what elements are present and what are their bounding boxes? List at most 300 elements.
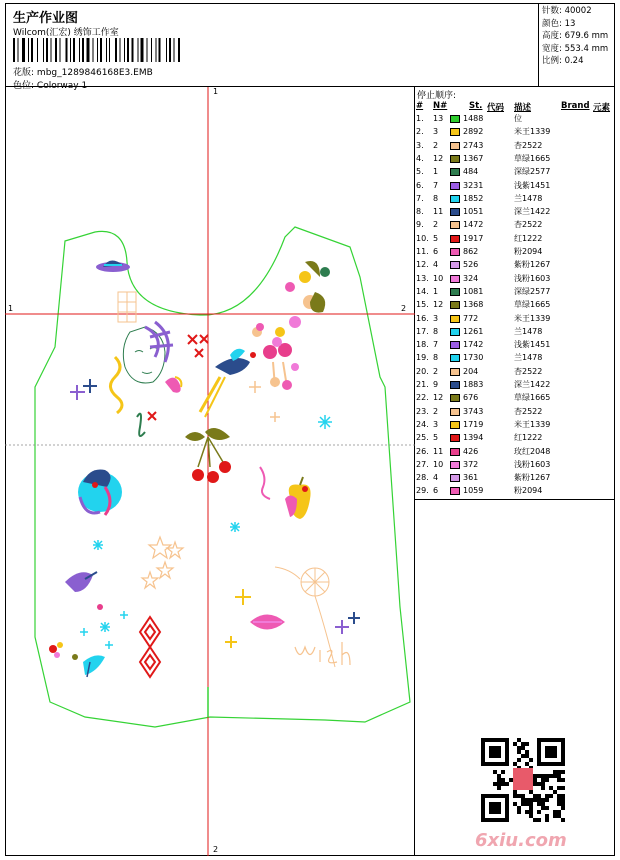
stop-index: 7. <box>416 193 424 203</box>
qr-finder <box>489 746 501 758</box>
stop-description: 米王1339 <box>514 419 551 429</box>
stop-needle: 8 <box>433 193 439 203</box>
color-swatch <box>450 275 460 283</box>
barcode-bar <box>73 38 75 62</box>
design-width: 宽度: 553.4 mm <box>542 43 609 54</box>
qr-module <box>513 802 517 806</box>
qr-module <box>517 750 521 754</box>
color-swatch <box>450 128 460 136</box>
stop-row <box>415 259 615 271</box>
stop-needle: 4 <box>433 260 439 270</box>
qr-module <box>533 794 537 798</box>
stop-stitches: 1059 <box>463 486 484 496</box>
qr-module <box>553 774 557 778</box>
qr-module <box>513 794 517 798</box>
colorway-label: 色位: <box>13 81 35 91</box>
barcode-bar <box>159 38 161 62</box>
stop-row <box>415 299 615 311</box>
color-swatch <box>450 421 460 429</box>
qr-module <box>557 802 561 806</box>
color-swatch <box>450 155 460 163</box>
col-brand: Brand <box>561 101 590 111</box>
barcode-bar <box>46 38 48 62</box>
qr-module <box>525 750 529 754</box>
stop-stitches: 2743 <box>463 140 484 150</box>
stop-stitches: 484 <box>463 167 479 177</box>
color-swatch <box>450 208 460 216</box>
qr-module <box>517 746 521 750</box>
stop-row <box>415 419 615 431</box>
stop-description: 紫粉1267 <box>514 473 551 483</box>
barcode-bar <box>82 38 84 62</box>
barcode-bar <box>156 38 157 62</box>
stop-row <box>415 485 615 497</box>
stop-index: 16. <box>416 313 429 323</box>
color-swatch <box>450 381 460 389</box>
stop-needle: 1 <box>433 167 439 177</box>
stop-index: 17. <box>416 326 429 336</box>
colorway-name: Colorway 1 <box>36 81 88 91</box>
stop-description: 杏2522 <box>514 140 543 150</box>
qr-module <box>537 810 541 814</box>
stop-needle: 2 <box>433 406 439 416</box>
color-swatch <box>450 221 460 229</box>
stop-needle: 9 <box>433 380 439 389</box>
stop-stitches: 862 <box>463 247 479 256</box>
stop-stitches: 1051 <box>463 207 484 217</box>
stop-sequence-title: 停止顺序: <box>417 91 457 101</box>
stop-row <box>415 339 615 351</box>
qr-module <box>525 762 529 766</box>
col-needle: N# <box>433 101 448 111</box>
color-swatch <box>450 248 460 256</box>
qr-module <box>541 806 545 810</box>
stop-needle: 10 <box>433 273 444 283</box>
color-swatch <box>450 434 460 442</box>
stop-stitches: 3743 <box>463 406 484 416</box>
lips-motif <box>250 615 285 630</box>
qr-module <box>529 806 533 810</box>
color-swatch <box>450 487 460 495</box>
file-name: mbg_1289846168E3.EMB <box>36 68 153 78</box>
purple-leaves-motif <box>145 322 173 362</box>
qr-module <box>493 770 497 774</box>
stop-row <box>415 352 615 364</box>
stop-stitches: 1368 <box>463 300 484 310</box>
qr-module <box>561 786 565 790</box>
stop-row <box>415 233 615 245</box>
stop-stitches: 1852 <box>463 193 484 203</box>
stop-description: 红1222 <box>514 433 543 443</box>
stop-description: 杏2522 <box>514 366 543 376</box>
stop-description: 浅粉1603 <box>514 459 551 469</box>
stop-needle: 1 <box>433 286 439 296</box>
stop-index: 9. <box>416 220 424 230</box>
stop-row <box>415 180 615 192</box>
color-swatch <box>450 474 460 482</box>
col-element: 元素 <box>593 103 611 113</box>
elephant-motif <box>78 470 122 516</box>
col-code: 代码 <box>487 103 505 113</box>
stop-index: 29. <box>416 486 429 496</box>
small-flower-motif <box>49 642 78 660</box>
qr-module <box>553 814 557 818</box>
orange-star-cluster <box>142 537 183 588</box>
qr-module <box>529 810 533 814</box>
barcode-bar <box>37 38 38 62</box>
barcode-bar <box>115 38 117 62</box>
stop-index: 25. <box>416 433 429 443</box>
qr-finder <box>489 802 501 814</box>
color-swatch <box>450 195 460 203</box>
stop-description: 兰1478 <box>514 193 543 203</box>
stop-stitches: 1394 <box>463 433 484 443</box>
stop-row <box>415 113 615 125</box>
stop-description: 米王1339 <box>514 127 551 137</box>
stop-index: 4. <box>416 153 424 163</box>
stop-stitches: 2892 <box>463 127 484 137</box>
qr-module <box>557 814 561 818</box>
qr-module <box>561 778 565 782</box>
qr-module <box>521 802 525 806</box>
qr-finder <box>545 746 557 758</box>
qr-module <box>525 742 529 746</box>
pink-flame-motif <box>165 377 181 393</box>
qr-module <box>537 818 541 822</box>
qr-module <box>501 770 505 774</box>
color-swatch <box>450 288 460 296</box>
stop-index: 21. <box>416 380 429 389</box>
qr-module <box>561 794 565 798</box>
qr-module <box>529 814 533 818</box>
qr-module <box>557 770 561 774</box>
color-swatch <box>450 328 460 336</box>
stop-needle: 12 <box>433 393 444 403</box>
barcode-bar <box>169 38 171 62</box>
stop-stitches: 204 <box>463 366 479 376</box>
qr-module <box>509 778 513 782</box>
stop-needle: 5 <box>433 233 439 243</box>
qr-module <box>557 786 561 790</box>
color-swatch <box>450 115 460 123</box>
qr-module <box>553 790 557 794</box>
stop-row <box>415 153 615 165</box>
barcode-bar <box>51 38 52 62</box>
yellow-stars <box>225 589 251 648</box>
qr-module <box>521 754 525 758</box>
stop-needle: 2 <box>433 220 439 230</box>
barcode-bar <box>66 38 68 62</box>
qr-module <box>545 818 549 822</box>
barcode-bar <box>147 38 148 62</box>
qr-module <box>517 810 521 814</box>
color-swatch <box>450 408 460 416</box>
stop-description: 位 <box>514 114 522 123</box>
barcode-bar <box>151 38 152 62</box>
yellow-squiggle <box>110 357 122 413</box>
color-count: 颜色: 13 <box>542 18 576 29</box>
stop-row <box>415 366 615 378</box>
stop-index: 13. <box>416 273 429 283</box>
qr-module <box>513 742 517 746</box>
color-swatch <box>450 341 460 349</box>
qr-module <box>541 782 545 786</box>
stop-row <box>415 472 615 484</box>
stop-needle: 12 <box>433 153 444 163</box>
stop-index: 27. <box>416 459 429 469</box>
color-swatch <box>450 394 460 402</box>
barcode-bar <box>106 38 107 62</box>
qr-module <box>541 786 545 790</box>
red-diamond-motif <box>140 617 160 677</box>
stop-needle: 3 <box>433 419 439 429</box>
qr-module <box>497 782 501 786</box>
qr-module <box>525 810 529 814</box>
stop-row <box>415 246 615 258</box>
barcode-bar <box>55 38 57 62</box>
stop-stitches: 1917 <box>463 233 484 243</box>
color-swatch <box>450 315 460 323</box>
qr-module <box>529 790 533 794</box>
stop-description: 粉2094 <box>514 486 543 496</box>
stop-index: 6. <box>416 180 424 190</box>
axis-bottom-label: 2 <box>213 845 219 854</box>
qr-module <box>545 794 549 798</box>
dandelion-motif <box>275 567 335 667</box>
stitch-count: 针数: 40002 <box>542 6 592 16</box>
stop-description: 草绿1665 <box>514 393 551 403</box>
qr-module <box>497 786 501 790</box>
purple-bird-motif <box>65 572 103 610</box>
stop-description: 杏2522 <box>514 220 543 230</box>
stop-needle: 4 <box>433 473 439 483</box>
axis-left-label: 1 <box>8 304 14 313</box>
stop-row <box>415 193 615 205</box>
stop-row <box>415 286 615 298</box>
qr-module <box>561 806 565 810</box>
qr-module <box>525 798 529 802</box>
qr-module <box>537 794 541 798</box>
barcode-bar <box>124 38 125 62</box>
qr-module <box>541 778 545 782</box>
qr-module <box>549 774 553 778</box>
stop-description: 杏2522 <box>514 406 543 416</box>
stop-description: 浅紫1451 <box>514 180 551 190</box>
stop-index: 12. <box>416 260 429 270</box>
stop-index: 23. <box>416 406 429 416</box>
pink-squiggle <box>260 467 270 499</box>
stop-row <box>415 206 615 218</box>
color-swatch <box>450 301 460 309</box>
qr-module <box>529 798 533 802</box>
stop-row <box>415 379 615 391</box>
stop-stitches: 1472 <box>463 220 484 230</box>
color-swatch <box>450 142 460 150</box>
stop-description: 兰1478 <box>514 326 543 336</box>
stop-row <box>415 313 615 325</box>
garment-drawing <box>5 87 415 856</box>
stop-index: 20. <box>416 366 429 376</box>
stop-needle: 10 <box>433 459 444 469</box>
barcode-bar <box>22 38 25 62</box>
col-description: 描述 <box>514 103 532 113</box>
qr-module <box>545 778 549 782</box>
building-motif <box>118 292 136 322</box>
qr-module <box>557 774 561 778</box>
stop-index: 8. <box>416 207 424 217</box>
qr-module <box>557 798 561 802</box>
stop-stitches: 1719 <box>463 419 484 429</box>
qr-module <box>553 810 557 814</box>
qr-module <box>513 790 517 794</box>
cross-marks-right <box>335 612 360 634</box>
stop-needle: 2 <box>433 140 439 150</box>
stop-index: 5. <box>416 167 424 177</box>
barcode-bar <box>132 38 134 62</box>
stop-index: 11. <box>416 247 429 256</box>
barcode-bar <box>13 38 15 62</box>
qr-module <box>553 770 557 774</box>
color-swatch <box>450 354 460 362</box>
color-swatch <box>450 448 460 456</box>
stop-row <box>415 166 615 178</box>
stop-description: 深兰1422 <box>514 380 551 389</box>
cross-marks-left <box>70 379 97 400</box>
col-index: # <box>416 101 424 111</box>
stop-row <box>415 406 615 418</box>
barcode-bar <box>166 38 167 62</box>
qr-module <box>517 758 521 762</box>
color-swatch <box>450 182 460 190</box>
qr-module <box>517 738 521 742</box>
barcode-bar <box>87 38 90 62</box>
stop-stitches: 372 <box>463 459 479 469</box>
stop-stitches: 1081 <box>463 286 484 296</box>
stop-description: 粉2094 <box>514 247 543 256</box>
qr-module <box>517 794 521 798</box>
qr-module <box>533 818 537 822</box>
barcode-bar <box>100 38 102 62</box>
stop-description: 红1222 <box>514 233 543 243</box>
stop-sequence-panel <box>415 87 615 500</box>
stop-row <box>415 273 615 285</box>
stop-needle: 7 <box>433 340 439 350</box>
stop-index: 2. <box>416 127 424 137</box>
stop-index: 1. <box>416 114 424 123</box>
barcode-bar <box>178 38 180 62</box>
qr-module <box>521 798 525 802</box>
qr-module <box>493 782 497 786</box>
stop-description: 兰1478 <box>514 353 543 363</box>
qr-module <box>533 782 537 786</box>
stop-index: 18. <box>416 340 429 350</box>
design-specs <box>539 3 615 87</box>
file-line <box>13 65 153 78</box>
barcode-bar <box>31 38 33 62</box>
stop-stitches: 361 <box>463 473 479 483</box>
stop-needle: 11 <box>433 446 444 456</box>
stop-row <box>415 219 615 231</box>
qr-module <box>557 794 561 798</box>
qr-module <box>541 802 545 806</box>
design-height: 高度: 679.6 mm <box>542 31 609 41</box>
qr-module <box>529 758 533 762</box>
page-title: 生产作业图 <box>13 11 79 26</box>
stop-needle: 6 <box>433 486 439 496</box>
stop-stitches: 1261 <box>463 326 484 336</box>
stop-needle: 13 <box>433 114 444 123</box>
stop-index: 19. <box>416 353 429 363</box>
qr-module <box>545 814 549 818</box>
green-vine <box>137 414 145 436</box>
qr-module <box>513 762 517 766</box>
qr-module <box>545 774 549 778</box>
color-swatch <box>450 261 460 269</box>
stop-stitches: 1367 <box>463 153 484 163</box>
qr-module <box>537 782 541 786</box>
qr-module <box>505 782 509 786</box>
qr-module <box>517 806 521 810</box>
barcode-bar <box>93 38 94 62</box>
stop-stitches: 3231 <box>463 180 484 190</box>
barcode-bar <box>109 38 110 62</box>
qr-module <box>561 802 565 806</box>
qr-module <box>521 742 525 746</box>
barcode-bar <box>70 38 71 62</box>
watermark: 6xiu.com <box>475 830 567 851</box>
stop-needle: 7 <box>433 180 439 190</box>
stop-stitches: 526 <box>463 260 479 270</box>
qr-module <box>537 798 541 802</box>
barcode-bar <box>60 38 61 62</box>
cyan-stars <box>80 522 240 649</box>
stop-index: 10. <box>416 233 429 243</box>
qr-module <box>537 774 541 778</box>
qr-code <box>481 738 565 822</box>
axis-top-label: 1 <box>213 87 219 96</box>
stop-row <box>415 140 615 152</box>
stop-description: 草绿1665 <box>514 153 551 163</box>
stop-needle: 3 <box>433 127 439 137</box>
color-swatch <box>450 368 460 376</box>
stop-stitches: 1730 <box>463 353 484 363</box>
col-stitches: St. <box>469 101 483 111</box>
qr-logo <box>513 768 533 790</box>
qr-module <box>561 770 565 774</box>
stop-description: 深绿2577 <box>514 286 551 296</box>
barcode-bar <box>79 38 80 62</box>
qr-module <box>557 810 561 814</box>
stop-row <box>415 392 615 404</box>
qr-module <box>521 794 525 798</box>
wish-script <box>295 642 350 665</box>
qr-module <box>529 802 533 806</box>
stop-description: 深兰1422 <box>514 207 551 217</box>
barcode-bar <box>18 38 19 62</box>
stop-needle: 8 <box>433 353 439 363</box>
stop-index: 3. <box>416 140 424 150</box>
stop-stitches: 426 <box>463 446 479 456</box>
stop-stitches: 1742 <box>463 340 484 350</box>
qr-module <box>561 798 565 802</box>
qr-module <box>525 802 529 806</box>
color-swatch <box>450 461 460 469</box>
qr-module <box>533 778 537 782</box>
qr-module <box>497 778 501 782</box>
stop-needle: 8 <box>433 326 439 336</box>
qr-module <box>557 778 561 782</box>
stop-index: 14. <box>416 286 429 296</box>
